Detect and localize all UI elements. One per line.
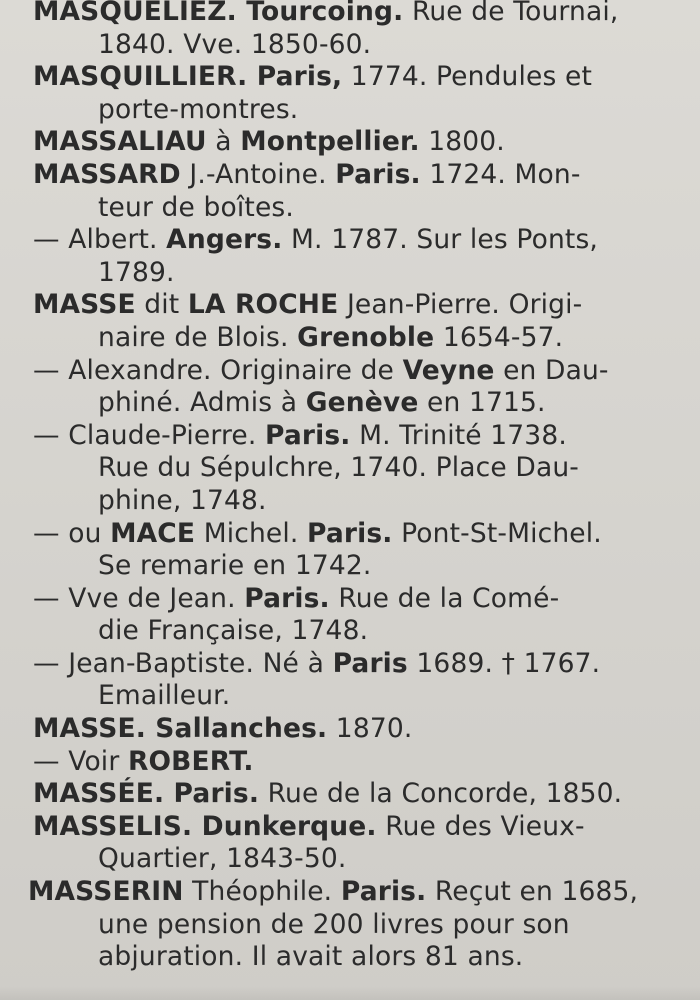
- entry-massee-line-1: [33, 778, 678, 811]
- entry-list: [28, 0, 678, 974]
- entry-text: Emailleur.: [98, 680, 231, 712]
- entry-text: 1654-57.: [434, 321, 564, 353]
- entry-text: Jean-Pierre. Origi-: [338, 289, 583, 321]
- entry-place: Paris.: [335, 158, 421, 190]
- entry-text: — Vve de Jean.: [33, 582, 245, 614]
- entry-alexandre-line-1: [33, 355, 678, 388]
- entry-massard-line-1: [33, 159, 678, 192]
- entry-text: Rue du Sépulchre, 1740. Place Dau-: [98, 452, 579, 484]
- entry-text: 1800.: [419, 126, 505, 158]
- entry-place: Montpellier.: [240, 126, 420, 158]
- entry-headword: MASSARD: [33, 158, 181, 190]
- entry-voir-robert-line-1: [33, 746, 678, 779]
- entry-headword: MASQUILLIER. Paris,: [33, 61, 343, 93]
- entry-text: en Dau-: [494, 354, 609, 386]
- entry-masserin-line-3: [33, 941, 678, 974]
- entry-headword: MASSE: [33, 289, 136, 321]
- entry-text: Quartier, 1843-50.: [98, 843, 347, 875]
- entry-alexandre-line-2: [33, 387, 678, 420]
- entry-place: Paris: [332, 647, 408, 679]
- entry-text: à: [206, 126, 241, 158]
- entry-place: Paris.: [265, 419, 351, 451]
- entry-masse-la-roche-line-1: [33, 289, 678, 322]
- entry-masse-la-roche-line-2: [33, 322, 678, 355]
- entry-masquillier-line-1: [33, 61, 678, 94]
- entry-text: en 1715.: [418, 387, 546, 419]
- entry-albert-line-2: [33, 257, 678, 290]
- entry-text: Reçut en 1685,: [426, 876, 639, 908]
- entry-text: Rue des Vieux-: [376, 810, 585, 842]
- entry-vve-jean-line-1: [33, 583, 678, 616]
- entry-massaliau-line-1: [33, 126, 678, 159]
- entry-headword: MASSERIN: [28, 876, 184, 908]
- entry-text: teur de boîtes.: [98, 191, 294, 223]
- entry-text: — Alexandre. Originaire de: [33, 354, 403, 386]
- entry-masqueliez-line-2: [33, 29, 678, 62]
- entry-claude-pierre-line-2: [33, 452, 678, 485]
- entry-jean-baptiste-line-2: [33, 680, 678, 713]
- entry-mace-line-2: [33, 550, 678, 583]
- entry-text: Pont-St-Michel.: [392, 517, 602, 549]
- entry-masselis-line-2: [33, 843, 678, 876]
- entry-cross-reference: ROBERT.: [127, 745, 254, 777]
- entry-albert-line-1: [33, 224, 678, 257]
- entry-text: — Voir: [33, 745, 128, 777]
- entry-text: 1689. † 1767.: [407, 647, 601, 679]
- entry-place: Angers.: [166, 224, 283, 256]
- entry-headword: MASSELIS. Dunkerque.: [33, 810, 377, 842]
- entry-text: abjuration. Il avait alors 81 ans.: [98, 941, 524, 973]
- entry-masselis-line-1: [33, 811, 678, 844]
- entry-text: Michel.: [195, 517, 308, 549]
- entry-text: — Jean-Baptiste. Né à: [33, 647, 333, 679]
- entry-headword: MASQUELIEZ. Tourcoing.: [33, 0, 404, 27]
- entry-claude-pierre-line-1: [33, 420, 678, 453]
- entry-headword: LA ROCHE: [187, 289, 339, 321]
- entry-mace-line-1: [33, 518, 678, 551]
- entry-claude-pierre-line-3: [33, 485, 678, 518]
- entry-place: Paris.: [307, 517, 393, 549]
- entry-text: — ou: [33, 517, 111, 549]
- entry-text: Théophile.: [183, 876, 341, 908]
- entry-place: Veyne: [402, 354, 495, 386]
- entry-text: Rue de la Concorde, 1850.: [259, 778, 623, 810]
- entry-text: naire de Blois.: [98, 321, 298, 353]
- entry-jean-baptiste-line-1: [33, 648, 678, 681]
- entry-text: 1774. Pendules et: [342, 61, 592, 93]
- entry-text: — Claude-Pierre.: [33, 419, 266, 451]
- entry-place: Paris.: [244, 582, 330, 614]
- entry-text: 1840. Vve. 1850-60.: [98, 28, 372, 60]
- entry-headword: MACE: [110, 517, 196, 549]
- entry-text: Se remarie en 1742.: [98, 550, 372, 582]
- entry-text: Rue de la Comé-: [329, 582, 560, 614]
- entry-masserin-line-2: [33, 909, 678, 942]
- entry-text: 1789.: [98, 256, 175, 288]
- entry-masquillier-line-2: [33, 94, 678, 127]
- entry-place: Genève: [305, 387, 419, 419]
- entry-text: 1870.: [327, 713, 413, 745]
- entry-text: die Française, 1748.: [98, 615, 369, 647]
- entry-vve-jean-line-2: [33, 615, 678, 648]
- entry-place: Grenoble: [297, 321, 435, 353]
- entry-text: phine, 1748.: [98, 484, 267, 516]
- entry-headword: MASSÉE. Paris.: [33, 778, 260, 810]
- entry-text: J.-Antoine.: [180, 158, 336, 190]
- entry-massard-line-2: [33, 192, 678, 225]
- entry-masse-sallanches-line-1: [33, 713, 678, 746]
- entry-place: Paris.: [340, 876, 427, 908]
- entry-text: — Albert.: [33, 224, 167, 256]
- entry-masserin-line-1: [28, 876, 678, 909]
- entry-text: 1724. Mon-: [420, 158, 581, 190]
- entry-text: phiné. Admis à: [98, 387, 306, 419]
- entry-text: une pension de 200 livres pour son: [98, 908, 570, 940]
- entry-headword: MASSALIAU: [33, 126, 207, 158]
- entry-text: M. 1787. Sur les Ponts,: [282, 224, 598, 256]
- entry-text: dit: [135, 289, 188, 321]
- entry-text: Rue de Tournai,: [403, 0, 619, 27]
- entry-text: porte-montres.: [98, 93, 299, 125]
- page-bottom-shadow: [0, 986, 700, 1000]
- entry-masqueliez-line-1: [33, 0, 678, 29]
- entry-text: M. Trinité 1738.: [350, 419, 567, 451]
- entry-headword: MASSE. Sallanches.: [33, 713, 328, 745]
